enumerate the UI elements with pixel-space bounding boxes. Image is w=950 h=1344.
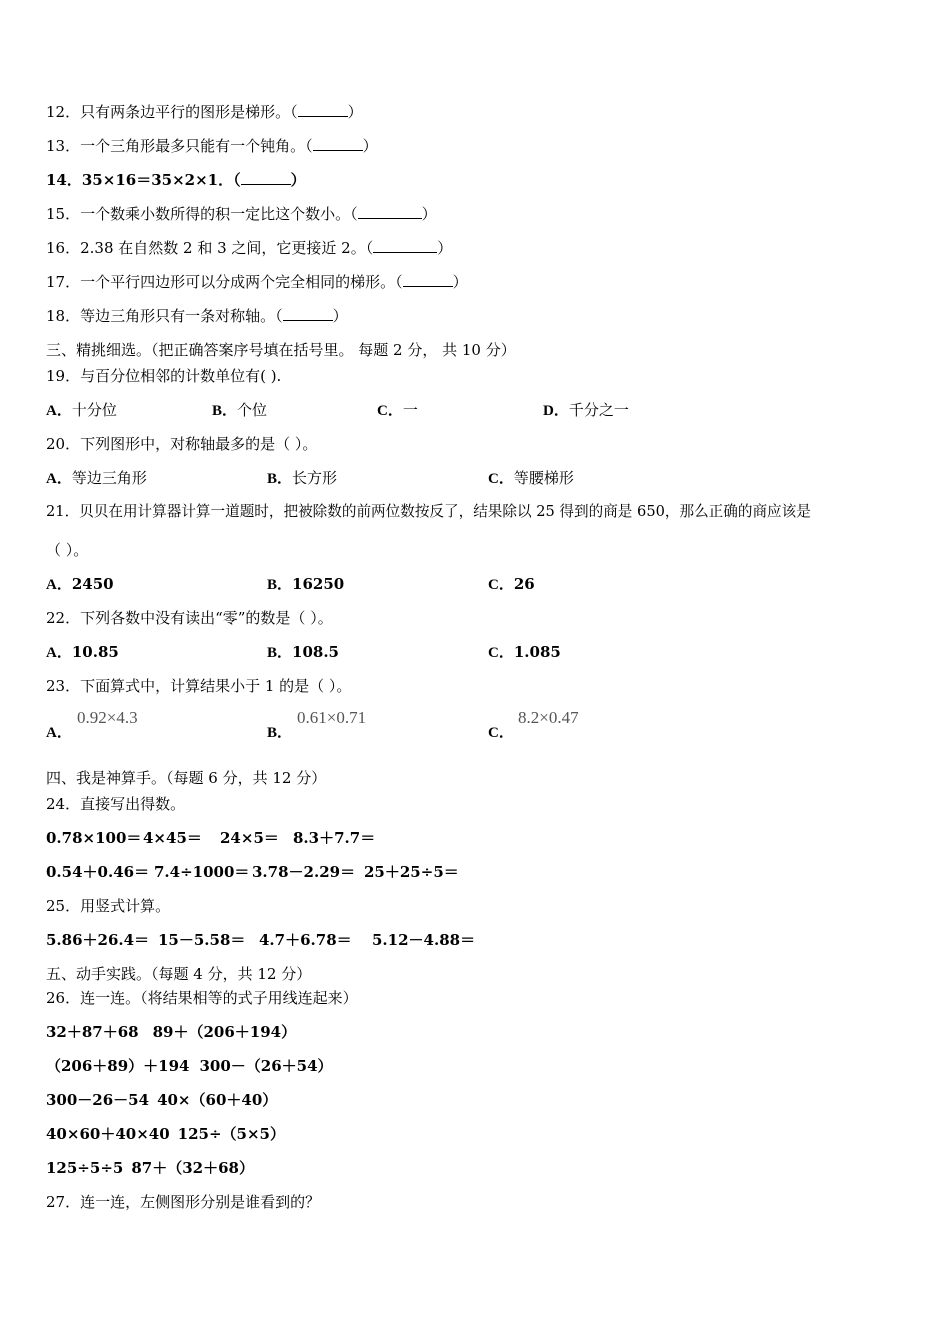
- option-letter: A．: [46, 577, 72, 593]
- question-16: [46, 238, 452, 258]
- option-letter: B．: [267, 645, 293, 661]
- match-left[interactable]: 300－26－54: [46, 1091, 150, 1109]
- question-text: 15．一个数乘小数所得的积一定比这个数小。（: [46, 205, 358, 223]
- match-left[interactable]: 40×60＋40×40: [46, 1125, 170, 1143]
- question-close: ）: [362, 137, 378, 155]
- match-left[interactable]: （206＋89）＋194: [46, 1057, 190, 1075]
- option-letter: B．: [267, 577, 293, 593]
- option-a[interactable]: [46, 574, 114, 595]
- calc-item: 0.54＋0.46＝: [46, 863, 150, 881]
- option-letter: C．: [488, 577, 514, 593]
- question-26: 26．连一连。（将结果相等的式子用线连起来）: [46, 989, 358, 1007]
- option-text: 108.5: [292, 643, 339, 661]
- section-heading-4: 四、我是神算手。（每题 6 分，共 12 分）: [46, 769, 327, 787]
- question-close: ）: [452, 273, 468, 291]
- section-heading-3: 三、精挑细选。（把正确答案序号填在括号里。 每题 2 分， 共 10 分）: [46, 341, 516, 359]
- question-20: 20．下列图形中，对称轴最多的是（ ）。: [46, 435, 318, 453]
- calc-item: 4×45＝: [143, 829, 202, 847]
- calc-row: [46, 930, 475, 950]
- calc-item: 4.7＋6.78＝: [259, 931, 352, 949]
- calc-item: 0.78×100＝: [46, 829, 142, 847]
- answer-blank[interactable]: [373, 238, 437, 253]
- answer-blank[interactable]: [241, 170, 291, 185]
- option-letter: A．: [46, 471, 72, 487]
- match-row: [46, 1090, 277, 1110]
- question-text: 13．一个三角形最多只能有一个钝角。（: [46, 137, 313, 155]
- question-text: 14．35×16＝35×2×1．（: [46, 171, 241, 189]
- calc-item: 5.12－4.88＝: [372, 931, 476, 949]
- question-text: 18．等边三角形只有一条对称轴。（: [46, 307, 283, 325]
- question-close: ）: [421, 205, 437, 223]
- option-text: 千分之一: [568, 401, 629, 419]
- question-27: 27．连一连，左侧图形分别是谁看到的？: [46, 1193, 321, 1211]
- option-letter: C．: [488, 725, 514, 741]
- option-text: 26: [513, 575, 535, 593]
- option-a-expression: 0.92×4.3: [77, 708, 138, 727]
- option-text: 2450: [71, 575, 114, 593]
- question-19: 19．与百分位相邻的计数单位有( ).: [46, 367, 282, 385]
- match-right[interactable]: 87＋（32＋68）: [131, 1159, 254, 1177]
- option-letter: A．: [46, 725, 72, 741]
- option-c[interactable]: [377, 400, 418, 421]
- question-14: [46, 170, 306, 190]
- question-close: ）: [290, 171, 306, 189]
- question-23: 23．下面算式中，计算结果小于 1 的是（ ）。: [46, 677, 352, 695]
- option-letter: C．: [488, 471, 514, 487]
- match-left[interactable]: 32＋87＋68: [46, 1023, 139, 1041]
- question-close: ）: [332, 307, 348, 325]
- option-text: 1.085: [513, 643, 561, 661]
- calc-row: [46, 862, 459, 882]
- option-letter: B．: [267, 471, 293, 487]
- option-letter: D．: [543, 403, 569, 419]
- option-b[interactable]: [267, 642, 339, 663]
- match-row: [46, 1056, 333, 1076]
- option-letter: A．: [46, 645, 72, 661]
- answer-blank[interactable]: [313, 136, 363, 151]
- calc-row: [46, 828, 375, 848]
- option-letter: C．: [488, 645, 514, 661]
- option-c[interactable]: [488, 722, 514, 743]
- question-21: 21．贝贝在用计算器计算一道题时，把被除数的前两位数按反了，结果除以 25 得到的商是 650，那么正确的商应该是: [46, 503, 811, 520]
- option-text: 个位: [237, 401, 268, 419]
- answer-blank[interactable]: [283, 306, 333, 321]
- option-text: 十分位: [71, 401, 117, 419]
- calc-item: 7.4÷1000＝: [154, 863, 250, 881]
- question-13: [46, 136, 378, 156]
- option-text: 长方形: [292, 469, 338, 487]
- match-row: [46, 1022, 296, 1042]
- match-row: [46, 1124, 285, 1144]
- option-letter: C．: [377, 403, 403, 419]
- calc-item: 5.86＋26.4＝: [46, 931, 150, 949]
- option-letter: A．: [46, 403, 72, 419]
- option-text: 等边三角形: [71, 469, 147, 487]
- calc-item: 3.78－2.29＝: [252, 863, 356, 881]
- option-text: 一: [402, 401, 418, 419]
- question-17: [46, 272, 468, 292]
- question-close: ）: [437, 239, 453, 257]
- question-text: 16．2.38 在自然数 2 和 3 之间，它更接近 2。（: [46, 239, 374, 257]
- option-b[interactable]: [267, 722, 292, 743]
- option-text: 10.85: [71, 643, 119, 661]
- match-row: [46, 1158, 254, 1178]
- calc-item: 25＋25÷5＝: [364, 863, 459, 881]
- section-heading-5: 五、动手实践。（每题 4 分，共 12 分）: [46, 965, 312, 983]
- option-c[interactable]: [488, 468, 574, 489]
- question-24: 24．直接写出得数。: [46, 795, 186, 813]
- answer-blank[interactable]: [298, 102, 348, 117]
- question-21-continued: （ ）。: [46, 541, 89, 559]
- option-c[interactable]: [488, 642, 561, 663]
- match-right[interactable]: 89＋（206＋194）: [152, 1023, 297, 1041]
- option-c[interactable]: [488, 574, 535, 595]
- match-right[interactable]: 300－（26＋54）: [199, 1057, 333, 1075]
- match-right[interactable]: 40×（60＋40）: [157, 1091, 278, 1109]
- match-left[interactable]: 125÷5÷5: [46, 1159, 124, 1177]
- question-text: 17．一个平行四边形可以分成两个完全相同的梯形。（: [46, 273, 403, 291]
- option-a[interactable]: [46, 468, 147, 489]
- match-right[interactable]: 125÷（5×5）: [177, 1125, 285, 1143]
- question-text: 12．只有两条边平行的图形是梯形。（: [46, 103, 298, 121]
- question-15: [46, 204, 437, 224]
- option-c-expression: 8.2×0.47: [518, 708, 579, 727]
- option-a[interactable]: [46, 722, 72, 743]
- option-letter: B．: [267, 725, 293, 741]
- option-b[interactable]: [267, 574, 344, 595]
- option-d[interactable]: [543, 400, 629, 421]
- option-text: 16250: [292, 575, 345, 593]
- question-25: 25．用竖式计算。: [46, 897, 171, 915]
- option-b[interactable]: [212, 400, 267, 421]
- calc-item: 8.3＋7.7＝: [293, 829, 376, 847]
- option-a[interactable]: [46, 642, 119, 663]
- question-22: 22．下列各数中没有读出“零”的数是（ ）。: [46, 609, 333, 627]
- question-12: [46, 102, 363, 122]
- option-a[interactable]: [46, 400, 117, 421]
- answer-blank[interactable]: [358, 204, 422, 219]
- option-text: 等腰梯形: [513, 469, 574, 487]
- question-close: ）: [347, 103, 363, 121]
- option-letter: B．: [212, 403, 238, 419]
- calc-item: 24×5＝: [220, 829, 279, 847]
- option-b[interactable]: [267, 468, 337, 489]
- calc-item: 15－5.58＝: [158, 931, 246, 949]
- option-b-expression: 0.61×0.71: [297, 708, 367, 727]
- answer-blank[interactable]: [403, 272, 453, 287]
- question-18: [46, 306, 348, 326]
